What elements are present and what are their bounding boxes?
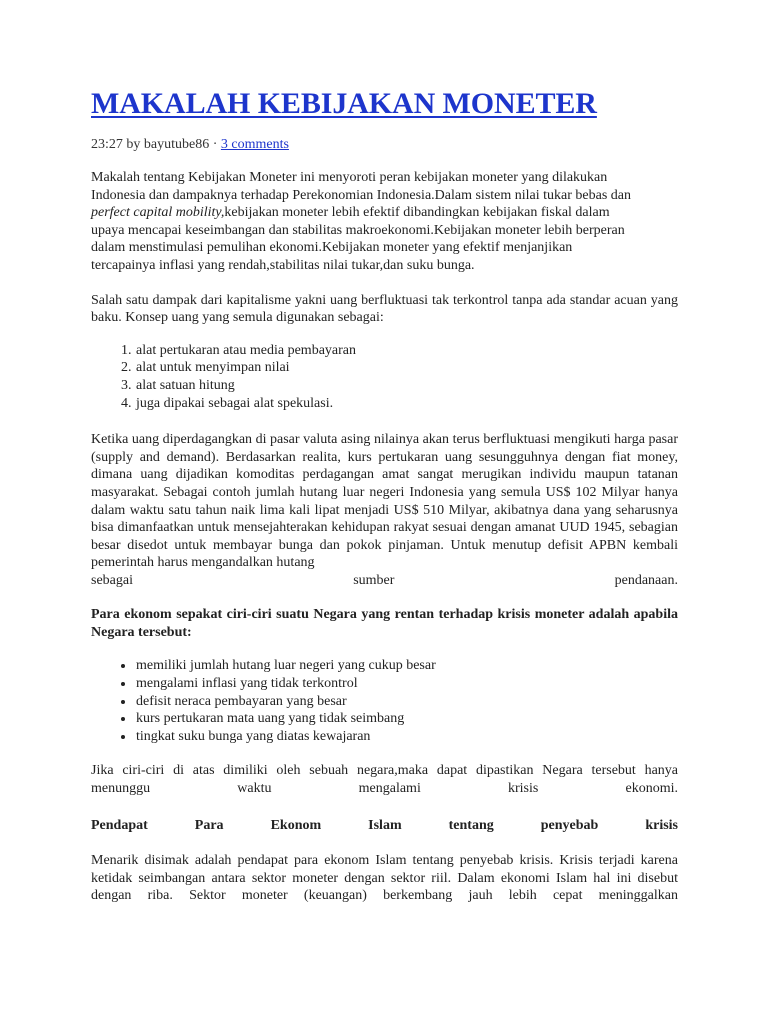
intro-line-2: Indonesia dan dampaknya terhadap Perekonomian Indonesia.Dalam sistem nilai tukar bebas dan [91,187,631,203]
para-ekonom-paragraph: Para ekonom sepakat ciri-ciri suatu Negara yang rentan terhadap krisis moneter adalah apabila Negara tersebut: [91,607,678,641]
intro-line-6: tercapainya inflasi yang rendah,stabilitas nilai tukar,dan suku bunga. [91,257,475,273]
intro-line-1: Makalah tentang Kebijakan Moneter ini menyoroti peran kebijakan moneter yang dilakukan [91,170,608,185]
jika-line-1: Jika ciri-ciri di atas dimiliki oleh sebuah negara,maka dapat dipastikan Negara tersebut hanya [91,763,678,779]
jika-line-2: menunggu waktu mengalami krisis ekonomi. [91,781,678,797]
ketika-body: Ketika uang diperdagangkan di pasar valuta asing nilainya akan terus berfluktuasi mengikuti harga pasar (supply and demand). Berdasarkan realita, kurs pertukaran uang sesungguhnya dengan fiat money, dimana uang dijadikan komoditas perdagangan amat sangat merugikan individu maupun tatanan masyarakat. Sebagai contoh jumlah hutang luar negeri Indonesia yang semula US$ 102 Milyar hanya dalam waktu satu tahun naik lima kali lipat menjadi US$ 510 Milyar, akibatnya dana yang seharusnya bisa dimanfaatkan untuk mensejahterakan kehidupan rakyat sesuai dengan amanat UUD 1945, sebagian besar disedot untuk membayar bunga dan pokok pinjaman. Untuk menutup defisit APBN kembali pemerintah harus mengandalkan hutang [91,432,678,571]
comments-link[interactable]: 3 comments [220,137,289,152]
list-item: 2. alat untuk menyimpan nilai [135,359,678,377]
intro-line-3: kebijakan moneter lebih efektif dibandingkan kebijakan fiskal dalam [224,205,610,221]
intro-italic-term: perfect capital mobility, [91,205,225,221]
meta-separator: · [212,137,218,152]
post-title-link[interactable]: MAKALAH KEBIJAKAN MONETER [91,87,597,120]
list-item: • tingkat suku bunga yang diatas kewajaran [135,728,678,746]
post-meta [91,136,678,154]
salah-paragraph: Salah satu dampak dari kapitalisme yakni uang berfluktuasi tak terkontrol tanpa ada standar acuan yang baku. Konsep uang yang semula digunakan sebagai: [91,292,678,326]
jika-paragraph [91,762,678,797]
list-item: 4. juga dipakai sebagai alat spekulasi. [135,395,678,413]
intro-line-4: upaya mencapai keseimbangan dan stabilitas makroekonomi.Kebijakan moneter lebih berperan [91,222,625,238]
list-item: 3. alat satuan hitung [135,377,678,395]
intro-line-5: dalam menstimulasi pemulihan ekonomi.Kebijakan moneter yang efektif menjanjikan [91,240,573,256]
post-author: bayutube86 [143,137,210,152]
money-functions-list [91,342,678,412]
post-by: by [126,137,141,152]
post-title [91,86,678,122]
list-item: • defisit neraca pembayaran yang besar [135,693,678,711]
ketika-last-line: sebagai sumber pendanaan. [91,572,678,588]
post-time: 23:27 [91,137,123,152]
menarik-paragraph: Menarik disimak adalah pendapat para ekonom Islam tentang penyebab krisis. Krisis terjadi karena ketidak seimbangan antara sektor moneter dengan sektor riil. Dalam ekonomi Islam hal ini disebut dengan riba. Sektor moneter (keuangan) berkembang jauh lebih cepat meninggalkan [91,853,678,904]
list-item: • memiliki jumlah hutang luar negeri yang cukup besar [135,657,678,675]
intro-paragraph [91,169,678,275]
pendapat-heading: Pendapat Para Ekonom Islam tentang penyebab krisis [91,817,678,833]
crisis-criteria-list [91,657,678,745]
list-item: • kurs pertukaran mata uang yang tidak seimbang [135,710,678,728]
list-item: 1. alat pertukaran atau media pembayaran [135,342,678,360]
ketika-paragraph [91,431,678,589]
list-item: • mengalami inflasi yang tidak terkontrol [135,675,678,693]
